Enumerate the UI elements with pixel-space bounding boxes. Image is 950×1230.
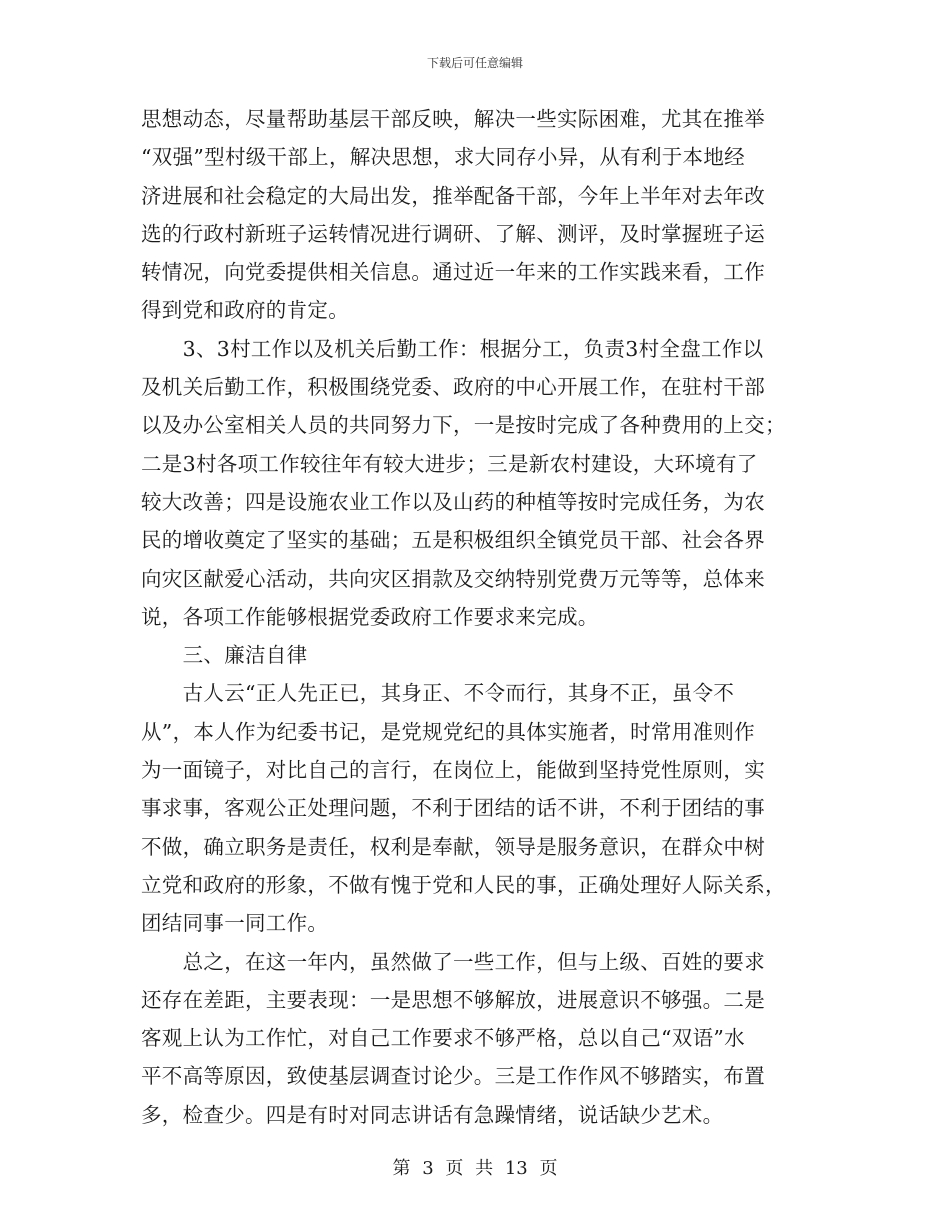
text-line: 不做，确立职务是责任，权利是奉献，领导是服务意识，在群众中树: [141, 834, 765, 859]
text-line: 客观上认为工作忙，对自己工作要求不够严格，总以自己“双语”水: [141, 1026, 745, 1051]
text-line: 立党和政府的形象，不做有愧于党和人民的事，正确处理好人际关系，: [141, 872, 786, 897]
text-line: 转情况，向党委提供相关信息。通过近一年来的工作实践来看，工作: [141, 260, 765, 285]
text-line: 选的行政村新班子运转情况进行调研、了解、测评，及时掌握班子运: [141, 221, 765, 246]
text-line: 平不高等原因，致使基层调查讨论少。三是工作作风不够踏实，布置: [141, 1064, 765, 1089]
text-line: 济进展和社会稳定的大局出发，推举配备干部，今年上半年对去年改: [141, 183, 765, 208]
text-line: 还存在差距，主要表现：一是思想不够解放，进展意识不够强。二是: [141, 987, 765, 1012]
text-line: 民的增收奠定了坚实的基础；五是积极组织全镇党员干部、社会各界: [141, 528, 765, 553]
text-line: 思想动态，尽量帮助基层干部反映，解决一些实际困难，尤其在推举: [141, 107, 765, 131]
text-line: “双强”型村级干部上，解决思想，求大同存小异，从有利于本地经: [141, 145, 745, 170]
document-body: [141, 100, 803, 1134]
text-line: 团结同事一同工作。: [141, 911, 329, 936]
section-heading: 三、廉洁自律: [141, 643, 308, 668]
text-line: 以及办公室相关人员的共同努力下，一是按时完成了各种费用的上交；: [141, 413, 786, 438]
page-number: 第 3 页 共 13 页: [392, 1158, 558, 1179]
text-line: 二是3村各项工作较往年有较大进步；三是新农村建设，大环境有了: [141, 451, 758, 476]
text-line: 古人云“正人先正已，其身正、不令而行，其身不正，虽令不: [141, 681, 735, 706]
text-line: 从”，本人作为纪委书记，是党规党纪的具体实施者，时常用准则作: [141, 719, 755, 744]
text-line: 总之，在这一年内，虽然做了一些工作，但与上级、百姓的要求: [141, 949, 765, 974]
text-line: 得到党和政府的肯定。: [141, 298, 349, 323]
page-header: 下载后可任意编辑: [426, 56, 523, 70]
text-line: 较大改善；四是设施农业工作以及山药的种植等按时完成任务，为农: [141, 489, 765, 514]
text-line: 多，检查少。四是有时对同志讲话有急躁情绪，说话缺少艺术。: [141, 1102, 724, 1127]
text-line: 事求事，客观公正处理问题，不利于团结的话不讲，不利于团结的事: [141, 796, 765, 821]
text-line: 及机关后勤工作，积极围绕党委、政府的中心开展工作，在驻村干部: [141, 375, 765, 400]
text-line: 3、3村工作以及机关后勤工作：根据分工，负责3村全盘工作以: [141, 336, 764, 361]
text-line: 为一面镜子，对比自己的言行，在岗位上，能做到坚持党性原则，实: [141, 758, 765, 783]
text-line: 说，各项工作能够根据党委政府工作要求来完成。: [141, 604, 599, 629]
text-line: 向灾区献爱心活动，共向灾区捐款及交纳特别党费万元等等，总体来: [141, 566, 765, 591]
